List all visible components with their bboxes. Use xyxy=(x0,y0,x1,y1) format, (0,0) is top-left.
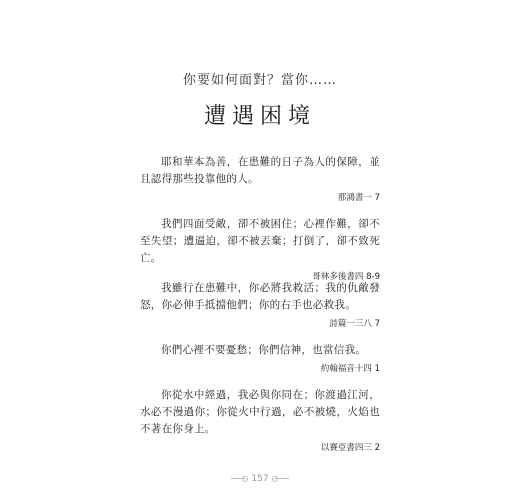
verse-text: 耶和華本為善，在患難的日子為人的保障，並且認得那些投靠他的人。 xyxy=(140,156,380,185)
verse-reference: 那鴻書一 7 xyxy=(337,193,380,203)
verse-block xyxy=(140,342,380,387)
verse-reference: 以賽亞書四三 2 xyxy=(320,443,380,453)
page-footer xyxy=(0,474,520,484)
verse-reference: 詩篇一三八 7 xyxy=(329,319,380,329)
verse-reference: 哥林多後書四 8-9 xyxy=(312,272,380,282)
page-number: 157 xyxy=(251,474,269,484)
verse-text: 你從水中經過，我必與你同在；你渡過江河，水必不漫過你；你從火中行過，必不被燒，火焰也不著在你身上。 xyxy=(140,389,380,435)
verse-reference: 約翰福音十四 1 xyxy=(320,364,380,374)
verse-text: 你們心裡不要憂愁；你們信神，也當信我。 xyxy=(161,344,367,356)
verse-text: 我雖行在患難中，你必將我救活；我的仇敵發怒，你必伸手抵擋他們；你的右手也必救我。 xyxy=(140,282,380,311)
page-title: 遭遇困境 xyxy=(203,104,316,129)
verse-block xyxy=(140,387,380,467)
footer-ornament-right xyxy=(275,478,289,479)
verse-block xyxy=(140,154,380,216)
footer-ornament-left xyxy=(231,478,245,479)
verse-text: 我們四面受敵，卻不被困住；心裡作難，卻不至失望；遭逼迫，卻不被丟棄；打倒了，卻不致死亡。 xyxy=(140,218,380,264)
verse-block xyxy=(140,280,380,342)
page-subtitle: 你要如何面對？當你…… xyxy=(182,73,337,88)
verse-list xyxy=(140,154,380,467)
verse-block xyxy=(140,216,380,280)
